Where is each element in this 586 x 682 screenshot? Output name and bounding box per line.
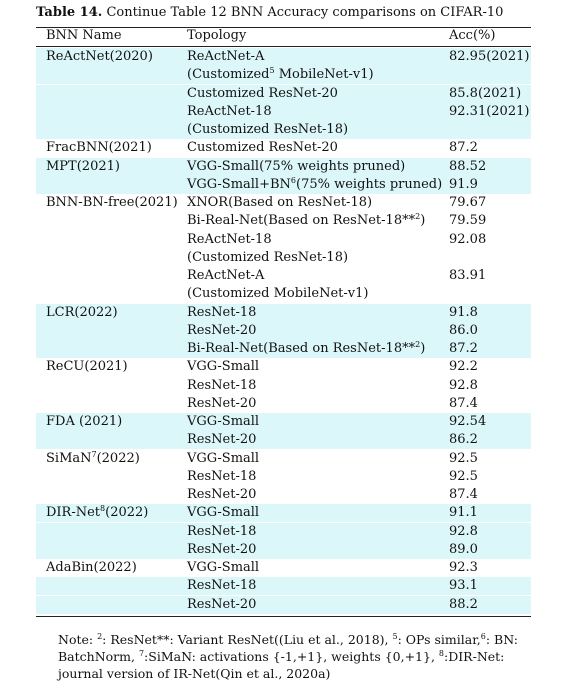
- cell-text: Bi-Real-Net(Based on ResNet-18**: [187, 213, 416, 229]
- cell-topology: (Customized MobileNet-v1): [187, 286, 369, 302]
- cell-bnn-name: BNN-BN-free(2021): [46, 195, 178, 210]
- superscript: 5: [269, 66, 275, 76]
- cell-acc: 92.8: [449, 523, 478, 539]
- bottom-rule: [36, 616, 531, 617]
- table-row: [36, 358, 531, 376]
- cell-topology: [187, 176, 442, 194]
- cell-topology: ResNet-18: [187, 523, 257, 539]
- table-row: [36, 340, 531, 358]
- cell-topology: (Customized ResNet-18): [187, 122, 349, 137]
- table-row: [36, 523, 531, 541]
- table-row: [36, 85, 531, 103]
- table-label: Table 14.: [36, 5, 103, 20]
- table-row: [36, 121, 531, 139]
- cell-acc: 86.2: [449, 432, 478, 448]
- table-row: [36, 541, 531, 559]
- table-note: [58, 631, 528, 682]
- cell-topology: Customized ResNet-20: [187, 140, 338, 156]
- cell-acc: 92.2: [449, 359, 478, 375]
- cell-acc: 91.8: [449, 304, 478, 320]
- table-title: Continue Table 12 BNN Accuracy comparisons on CIFAR-10: [106, 5, 504, 20]
- cell-acc: 79.59: [449, 213, 487, 229]
- cell-acc: 91.9: [449, 176, 478, 192]
- cell-acc: 82.95(2021): [449, 49, 530, 64]
- table-row: [36, 212, 531, 230]
- superscript: 8: [100, 504, 106, 514]
- cell-text: (2022): [105, 505, 149, 521]
- table-row: [36, 267, 531, 285]
- cell-acc: 83.91: [449, 268, 487, 283]
- table-row: [36, 377, 531, 395]
- table-row: [36, 559, 531, 577]
- cell-bnn-name: FDA (2021): [46, 414, 123, 429]
- cell-topology: ResNet-20: [187, 432, 257, 448]
- cell-topology: ResNet-18: [187, 578, 257, 594]
- cell-text: SiMaN: [46, 450, 92, 466]
- table-row: [36, 139, 531, 157]
- cell-topology: VGG-Small: [187, 505, 260, 521]
- cell-acc: 92.3: [449, 560, 478, 575]
- table-caption: [36, 5, 503, 20]
- table-row: [36, 304, 531, 322]
- note-text-3: : OPs similar,: [397, 632, 481, 647]
- cell-topology: [187, 340, 425, 358]
- table-row: [36, 285, 531, 303]
- table-row: [36, 413, 531, 431]
- table-row: [36, 231, 531, 249]
- cell-acc: 92.8: [449, 377, 478, 393]
- superscript: 2: [415, 212, 421, 222]
- header-acc: Acc(%): [449, 28, 496, 43]
- cell-acc: 88.52: [449, 158, 487, 174]
- table-row: [36, 103, 531, 121]
- cell-topology: VGG-Small: [187, 414, 260, 429]
- table-row: [36, 450, 531, 468]
- table-row: [36, 66, 531, 84]
- cell-acc: 92.08: [449, 231, 487, 247]
- cell-bnn-name: ReCU(2021): [46, 359, 128, 375]
- table-row: [36, 577, 531, 595]
- cell-topology: ReActNet-A: [187, 49, 265, 64]
- superscript: 2: [415, 340, 421, 349]
- cell-acc: 92.54: [449, 414, 487, 429]
- table-row: [36, 504, 531, 522]
- table-row: [36, 48, 531, 66]
- cell-topology: VGG-Small(75% weights pruned): [187, 158, 406, 174]
- cell-bnn-name: MPT(2021): [46, 158, 120, 174]
- table-row: [36, 596, 531, 614]
- cell-text: (2022): [96, 450, 140, 466]
- cell-bnn-name: LCR(2022): [46, 304, 118, 320]
- cell-text: ): [420, 213, 426, 229]
- cell-acc: 88.2: [449, 596, 478, 612]
- note-text-4: : BN: BatchNorm,: [58, 632, 518, 664]
- cell-topology: ResNet-20: [187, 487, 257, 502]
- cell-topology: ResNet-20: [187, 596, 257, 612]
- cell-acc: 93.1: [449, 578, 478, 594]
- cell-bnn-name: [46, 504, 148, 522]
- cell-topology: ResNet-20: [187, 541, 257, 557]
- cell-acc: 79.67: [449, 195, 487, 210]
- cell-topology: (Customized ResNet-18): [187, 249, 349, 265]
- cell-topology: ResNet-18: [187, 377, 257, 393]
- cell-acc: 87.4: [449, 487, 478, 502]
- cell-topology: Customized ResNet-20: [187, 85, 338, 101]
- cell-text: VGG-Small+BN: [187, 176, 291, 192]
- note-text-2: : ResNet**: Variant ResNet((Liu et al., 2018),: [102, 632, 393, 647]
- cell-acc: 87.2: [449, 341, 478, 356]
- header-topology: Topology: [187, 28, 247, 43]
- note-sup-8: 8: [438, 649, 445, 658]
- table-row: [36, 395, 531, 413]
- table-row: [36, 322, 531, 340]
- header-bnn-name: BNN Name: [46, 28, 122, 43]
- cell-topology: VGG-Small: [187, 450, 260, 466]
- cell-topology: ResNet-20: [187, 322, 257, 338]
- cell-text: ): [420, 341, 426, 356]
- cell-acc: 91.1: [449, 505, 478, 521]
- table-row: [36, 249, 531, 267]
- cell-bnn-name: [46, 450, 140, 468]
- cell-text: (Customized: [187, 67, 270, 83]
- cell-text: MobileNet-v1): [274, 67, 374, 83]
- cell-topology: VGG-Small: [187, 359, 260, 375]
- cell-acc: 92.31(2021): [449, 103, 530, 119]
- cell-bnn-name: ReActNet(2020): [46, 49, 153, 64]
- table-row: [36, 176, 531, 194]
- cell-text: Bi-Real-Net(Based on ResNet-18**: [187, 341, 416, 356]
- note-sup-6: 6: [480, 632, 486, 641]
- cell-topology: XNOR(Based on ResNet-18): [187, 195, 373, 210]
- cell-acc: 87.4: [449, 395, 478, 411]
- cell-bnn-name: FracBNN(2021): [46, 140, 152, 156]
- note-text-6: :DIR-Net: journal version of IR-Net(Qin et al., 2020a): [58, 649, 505, 681]
- cell-acc: 89.0: [449, 541, 478, 557]
- superscript: 7: [91, 449, 97, 459]
- cell-acc: 86.0: [449, 322, 478, 338]
- cell-topology: VGG-Small: [187, 560, 260, 575]
- cell-topology: ResNet-18: [187, 468, 257, 484]
- table-row: [36, 158, 531, 176]
- table-row: [36, 468, 531, 486]
- cell-topology: ReActNet-18: [187, 231, 272, 247]
- table-row: [36, 486, 531, 504]
- note-text-1: Note:: [58, 632, 98, 647]
- cell-topology: [187, 66, 374, 84]
- table-row: [36, 194, 531, 212]
- superscript: 6: [290, 175, 297, 185]
- note-sup-2: 2: [97, 632, 103, 641]
- cell-acc: 87.2: [449, 140, 478, 156]
- cell-topology: ReActNet-18: [187, 103, 272, 119]
- cell-bnn-name: AdaBin(2022): [46, 560, 137, 575]
- cell-acc: 92.5: [449, 450, 478, 466]
- cell-topology: [187, 212, 425, 230]
- cell-topology: ResNet-18: [187, 304, 257, 320]
- cell-acc: 85.8(2021): [449, 85, 522, 101]
- cell-topology: ResNet-20: [187, 395, 257, 411]
- note-sup-5: 5: [392, 632, 398, 641]
- table-row: [36, 431, 531, 449]
- cell-text: DIR-Net: [46, 505, 101, 521]
- cell-topology: ReActNet-A: [187, 268, 265, 283]
- note-text-5: :SiMaN: activations {-1,+1}, weights {0,+1},: [144, 649, 439, 664]
- note-sup-7: 7: [138, 649, 145, 658]
- cell-text: (75% weights pruned): [296, 176, 443, 192]
- header-rule: [36, 46, 531, 47]
- cell-acc: 92.5: [449, 468, 478, 484]
